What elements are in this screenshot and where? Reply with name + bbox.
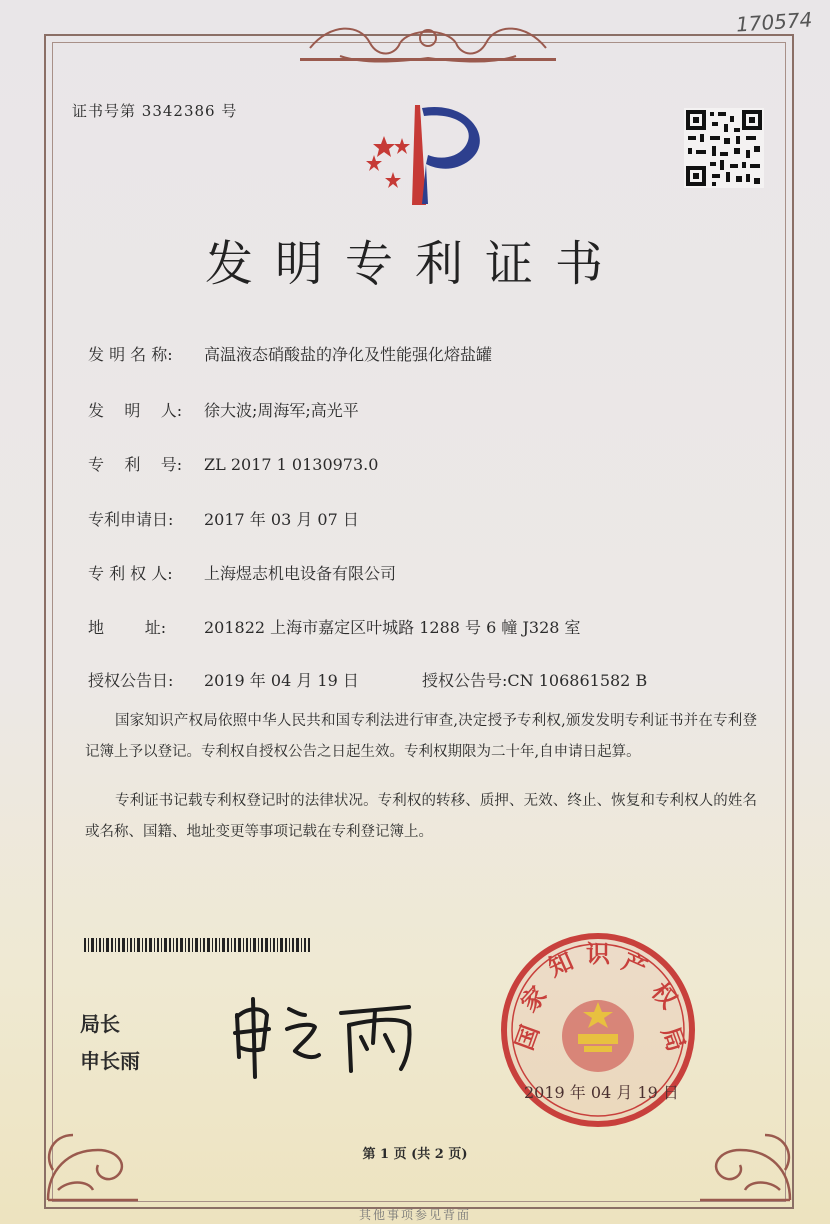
svg-text:产: 产 — [617, 947, 652, 983]
svg-text:知: 知 — [544, 946, 578, 983]
invention-name-row — [88, 342, 492, 365]
page-number: 第 1 页 (共 2 页) — [362, 1147, 468, 1162]
certificate-number-value: 3342386 — [141, 102, 216, 120]
filing-date-row — [88, 507, 359, 530]
address-row — [88, 615, 581, 638]
certificate-number — [72, 100, 237, 121]
invention-name-label: 发 明 名 称: — [88, 345, 173, 364]
barcode-icon — [84, 938, 310, 952]
address-value: 201822 上海市嘉定区叶城路 1288 号 6 幢 J328 室 — [204, 618, 581, 637]
inventor-label: 发 明 人: — [88, 401, 183, 420]
grant-number-label: 授权公告号: — [422, 671, 508, 690]
grant-number-value: CN 106861582 B — [507, 671, 648, 690]
grant-date-value: 2019 年 04 月 19 日 — [204, 671, 359, 690]
cnipa-logo-icon — [360, 100, 490, 210]
footer-text: 其他事项参见背面 — [358, 1208, 471, 1222]
grant-date-label: 授权公告日: — [88, 671, 174, 690]
inventor-row — [88, 398, 359, 421]
seal-date: 2019 年 04 月 19 日 — [524, 1083, 679, 1102]
invention-name-value: 高温液态硝酸盐的净化及性能强化熔盐罐 — [204, 345, 493, 364]
patentee-label: 专 利 权 人: — [88, 564, 173, 583]
patent-number-value: ZL 2017 1 0130973.0 — [204, 455, 379, 474]
svg-text:国: 国 — [510, 1021, 545, 1054]
patent-number-row — [88, 452, 378, 475]
certificate-title: 发明专利证书 — [204, 236, 625, 292]
grant-number-row — [422, 668, 647, 691]
svg-text:识: 识 — [586, 940, 610, 968]
qr-code-icon — [684, 108, 764, 188]
svg-text:权: 权 — [645, 977, 683, 1014]
handwritten-note: 170574 — [735, 7, 814, 37]
filing-date-label: 专利申请日: — [88, 510, 174, 529]
address-label: 地 址: — [88, 618, 167, 637]
inventor-value: 徐大波;周海军;高光平 — [204, 401, 359, 420]
filing-date-value: 2017 年 03 月 07 日 — [204, 510, 359, 529]
certificate-number-label: 证书号第 — [72, 102, 137, 120]
patentee-row — [88, 561, 396, 584]
patent-number-label: 专 利 号: — [88, 455, 183, 474]
signature-image — [225, 985, 425, 1085]
svg-text:家: 家 — [515, 980, 553, 1018]
body-paragraph-1: 国家知识产权局依照中华人民共和国专利法进行审查,决定授予专利权,颁发发明专利证书并在专利登记簿上予以登记。专利权自授权公告之日起生效。专利权期限为二十年,自申请日起算。 — [85, 713, 757, 760]
grant-date-row — [88, 668, 359, 691]
signatory-role: 局长 — [80, 1012, 120, 1036]
svg-text:局: 局 — [655, 1023, 691, 1056]
body-paragraph-2: 专利证书记载专利权登记时的法律状况。专利权的转移、质押、无效、终止、恢复和专利权人的姓名或名称、国籍、地址变更等事项记载在专利登记簿上。 — [85, 793, 757, 840]
patentee-value: 上海煜志机电设备有限公司 — [204, 564, 397, 583]
certificate-number-suffix: 号 — [221, 102, 238, 120]
signatory-name: 申长雨 — [80, 1049, 140, 1073]
top-ornament — [300, 18, 556, 68]
